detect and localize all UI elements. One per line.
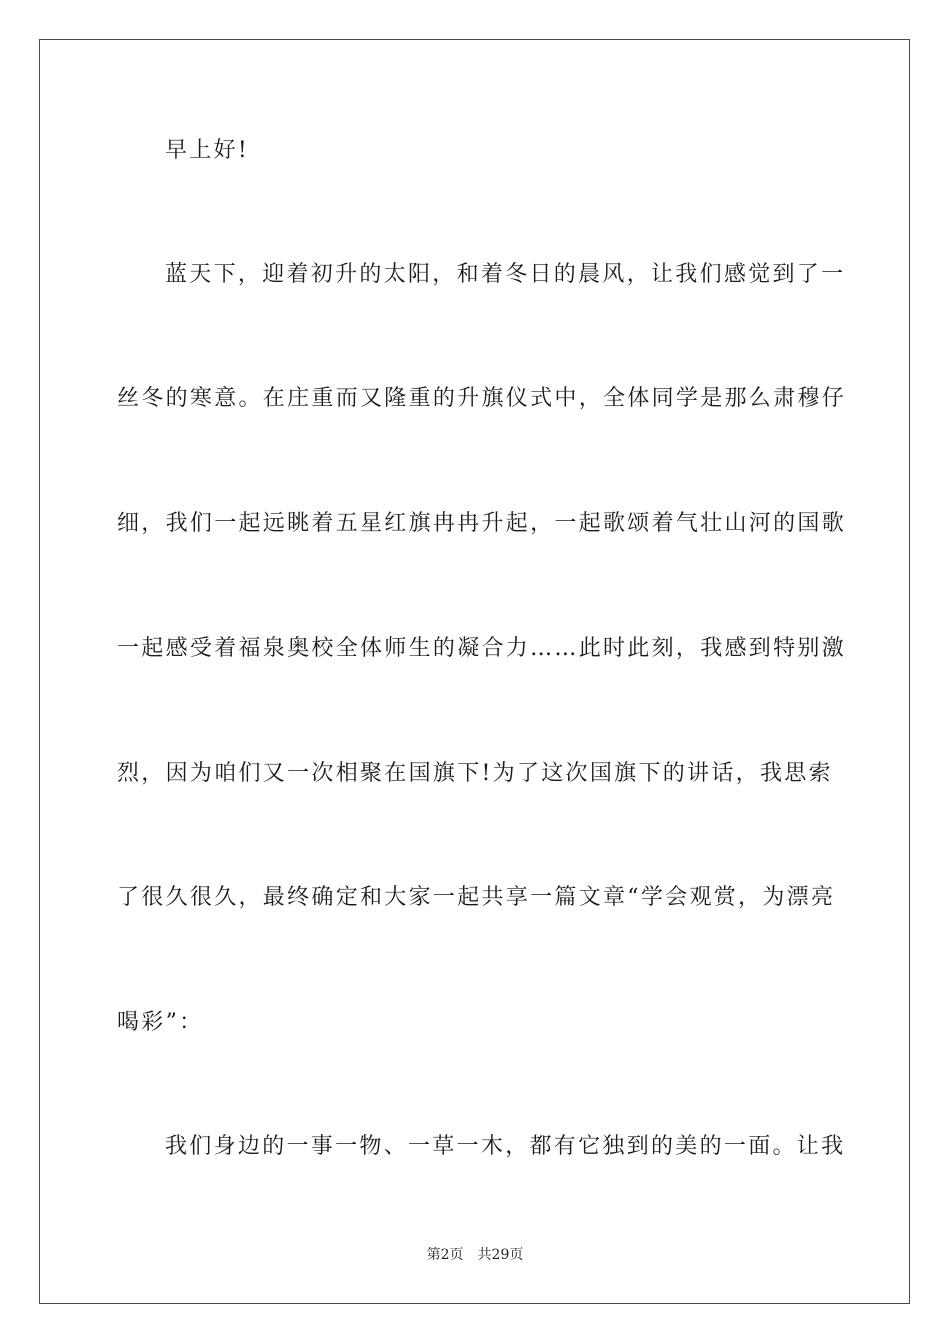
page-footer bbox=[0, 1246, 950, 1264]
paragraph-line: 我们身边的一事一物、一草一木，都有它独到的美的一面。让我 bbox=[165, 1134, 846, 1159]
paragraph-line: 一起感受着福泉奥校全体师生的凝合力……此时此刻，我感到特别激 bbox=[117, 636, 847, 661]
paragraph-line: 丝冬的寒意。在庄重而又隆重的升旗仪式中，全体同学是那么肃穆仔 bbox=[117, 386, 847, 411]
paragraph-line: 蓝天下，迎着初升的太阳，和着冬日的晨风，让我们感觉到了一 bbox=[165, 262, 846, 287]
paragraph-line: 烈，因为咱们又一次相聚在国旗下!为了这次国旗下的讲话，我思索 bbox=[117, 761, 833, 786]
paragraph-line: 细，我们一起远眺着五星红旗冉冉升起，一起歌颂着气壮山河的国歌 bbox=[117, 511, 847, 536]
paragraph-line: 喝彩”： bbox=[117, 1010, 204, 1035]
page-border bbox=[39, 39, 910, 1304]
paragraph-line: 了很久很久，最终确定和大家一起共享一篇文章“学会观赏，为漂亮 bbox=[117, 885, 836, 910]
current-page-label: 第2页 bbox=[426, 1247, 464, 1263]
greeting-line: 早上好! bbox=[165, 138, 250, 163]
total-pages-label: 共29页 bbox=[477, 1247, 524, 1263]
